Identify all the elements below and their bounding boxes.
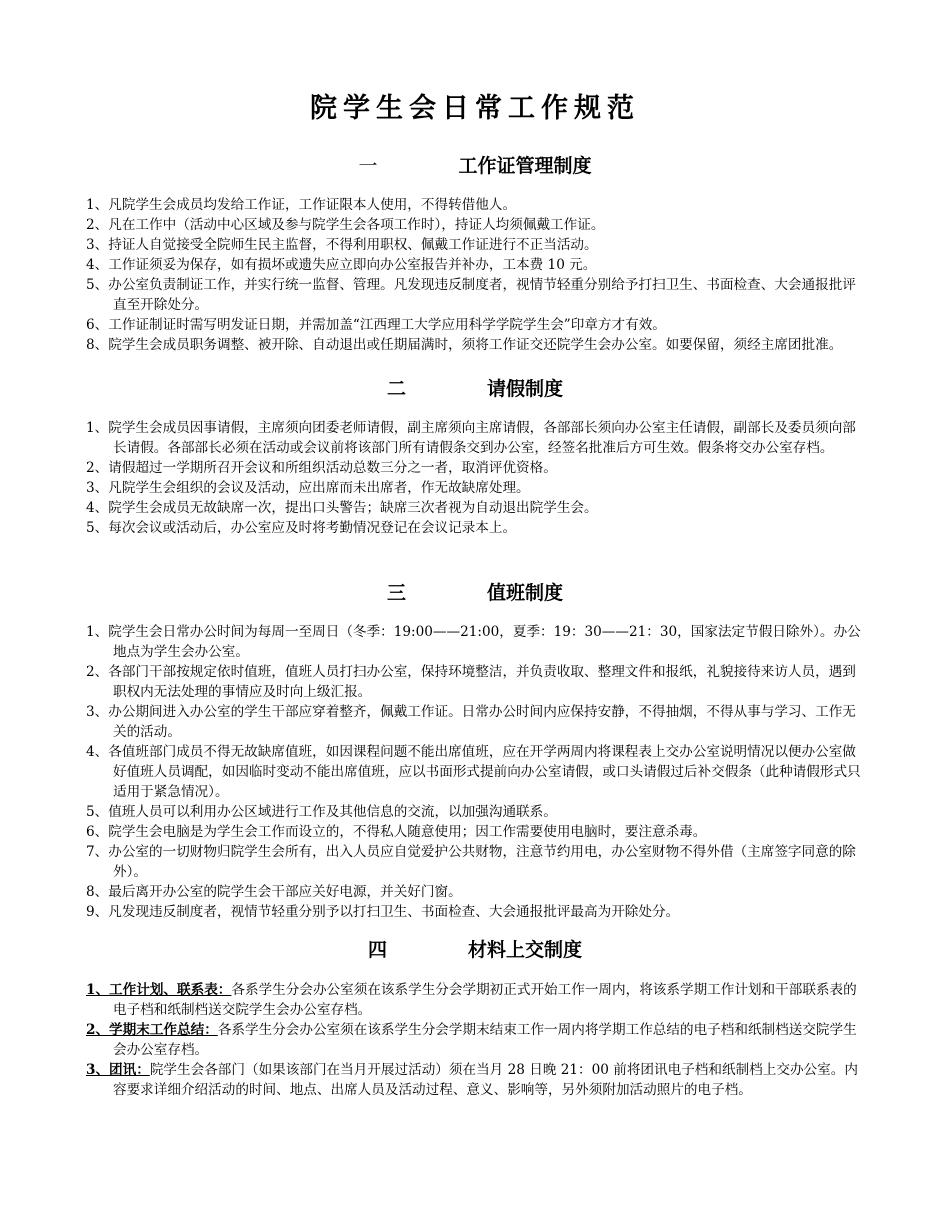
item-text: 各系学生分会办公室须在该系学生分会学期末结束工作一周内将学期工作总结的电子档和纸制档送交院学生会办公室存档。 [113, 1022, 857, 1058]
list-item: 9、凡发现违反制度者，视情节轻重分别予以打扫卫生、书面检查、大会通报批评最高为开除处分。 [86, 904, 680, 920]
list-item: 3、凡院学生会组织的会议及活动，应出席而未出席者，作无故缺席处理。 [86, 480, 530, 496]
list-item: 2、凡在工作中（活动中心区域及参与院学生会各项工作时），持证人均须佩戴工作证。 [86, 217, 605, 233]
section-number: 二 [386, 379, 406, 400]
item-lead: 2、学期末工作总结： [86, 1022, 218, 1038]
list-item: 2、各部门干部按规定依时值班，值班人员打扫办公室，保持环境整洁，并负责收取、整理文件和报纸，礼貌接待来访人员，遇到职权内无法处理的事情应及时向上级汇报。 [86, 664, 856, 700]
list-item [86, 1060, 866, 1100]
list-item: 3、办公期间进入办公室的学生干部应穿着整齐，佩戴工作证。日常办公时间内应保持安静，不得抽烟，不得从事与学习、工作无关的活动。 [86, 704, 856, 740]
section-number: 一 [358, 156, 378, 177]
list-item: 1、院学生会成员因事请假，主席须向团委老师请假，副主席须向主席请假，各部部长须向办公室主任请假，副部长及委员须向部长请假。各部部长必须在活动或会议前将该部门所有请假条交到办公室，经签名批准后方可生效。假条将交办公室存档。 [86, 420, 856, 456]
section-heading-1 [0, 151, 950, 178]
list-item: 5、值班人员可以利用办公区域进行工作及其他信息的交流，以加强沟通联系。 [86, 804, 557, 820]
list-item: 3、持证人自觉接受全院师生民主监督，不得利用职权、佩戴工作证进行不正当活动。 [86, 237, 598, 253]
item-text: 各系学生分会办公室须在该系学生分会学期初正式开始工作一周内，将该系学期工作计划和干部联系表的电子档和纸制档送交院学生会办公室存档。 [113, 982, 857, 1018]
section-title: 工作证管理制度 [458, 156, 592, 177]
item-text: 院学生会各部门（如果该部门在当月开展过活动）须在当月 28 日晚 21：00 前将团讯电子档和纸制档上交办公室。内容要求详细介绍活动的时间、地点、出席人员及活动过程、意义、影响等，另外须附加活动照片的电子档。 [113, 1062, 858, 1098]
section-title: 请假制度 [486, 379, 563, 400]
document-title: 院学生会日常工作规范 [310, 93, 640, 124]
rules-list-4 [86, 980, 866, 1100]
section-heading-3 [0, 578, 950, 605]
list-item: 8、院学生会成员职务调整、被开除、自动退出或任期届满时，须将工作证交还院学生会办公室。如要保留，须经主席团批准。 [86, 337, 843, 353]
section-number: 四 [367, 940, 387, 961]
list-item: 1、凡院学生会成员均发给工作证，工作证限本人使用，不得转借他人。 [86, 197, 517, 213]
section-heading-4 [0, 935, 950, 962]
list-item: 1、院学生会日常办公时间为每周一至周日（冬季：19:00——21:00，夏季：19：30——21：30，国家法定节假日除外）。办公地点为学生会办公室。 [86, 624, 861, 660]
section-title: 材料上交制度 [467, 940, 582, 961]
list-item: 4、各值班部门成员不得无故缺席值班，如因课程问题不能出席值班，应在开学两周内将课程表上交办公室说明情况以便办公室做好值班人员调配，如因临时变动不能出席值班，应以书面形式提前向办公室请假，或口头请假过后补交假条（此种请假形式只适用于紧急情况）。 [86, 744, 861, 800]
list-item: 5、每次会议或活动后，办公室应及时将考勤情况登记在会议记录本上。 [86, 520, 517, 536]
list-item: 4、工作证须妥为保存，如有损坏或遗失应立即向办公室报告并补办，工本费 10 元。 [86, 257, 597, 273]
list-item: 4、院学生会成员无故缺席一次，提出口头警告；缺席三次者视为自动退出院学生会。 [86, 500, 598, 516]
rules-list-2 [86, 418, 866, 538]
list-item: 5、办公室负责制证工作，并实行统一监督、管理。凡发现违反制度者，视情节轻重分别给予打扫卫生、书面检查、大会通报批评直至开除处分。 [86, 277, 856, 313]
list-item: 6、院学生会电脑是为学生会工作而设立的，不得私人随意使用；因工作需要使用电脑时，要注意杀毒。 [86, 824, 707, 840]
list-item: 6、工作证制证时需写明发证日期，并需加盖“江西理工大学应用科学学院学生会”印章方才有效。 [86, 317, 666, 333]
list-item [86, 1020, 866, 1060]
rules-list-3 [86, 622, 866, 922]
section-title: 值班制度 [486, 583, 563, 604]
list-item: 8、最后离开办公室的院学生会干部应关好电源，并关好门窗。 [86, 884, 462, 900]
item-lead: 1、工作计划、联系表： [86, 982, 232, 998]
item-lead: 3、团讯： [86, 1062, 150, 1078]
list-item: 2、请假超过一学期所召开会议和所组织活动总数三分之一者，取消评优资格。 [86, 460, 557, 476]
section-number: 三 [386, 583, 406, 604]
list-item: 7、办公室的一切财物归院学生会所有，出入人员应自觉爱护公共财物，注意节约用电，办公室财物不得外借（主席签字同意的除外）。 [86, 844, 856, 880]
list-item [86, 980, 866, 1020]
rules-list-1 [86, 195, 866, 355]
section-heading-2 [0, 374, 950, 401]
